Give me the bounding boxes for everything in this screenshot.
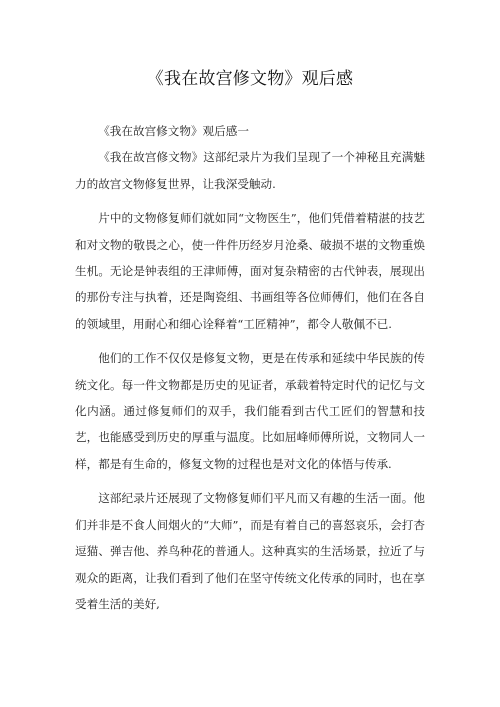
paragraph-2: 片中的文物修复师们就如同“文物医生”，他们凭借着精湛的技艺和对文物的敬畏之心，使一件件历经岁月沧桑、破损不堪的文物重焕生机。无论是钟表组的王津师傅，面对复杂精密的古代钟表，展现出的那份专注与执着，还是陶瓷组、书画组等各位师傅们，他们在各自的领域里，用耐心和细心诠释着“工匠精神”，都令人敬佩不已. bbox=[75, 211, 425, 331]
document-body bbox=[75, 118, 425, 625]
paragraph-3: 他们的工作不仅仅是修复文物，更是在传承和延续中华民族的传统文化。每一件文物都是历史的见证者，承载着特定时代的记忆与文化内涵。通过修复师们的双手，我们能看到古代工匠们的智慧和技艺，也能感受到历史的厚重与温度。比如屈峰师傅所说，文物同人一样，都是有生命的，修复文物的过程也是对文化的体悟与传承. bbox=[75, 351, 425, 471]
paragraph-4: 这部纪录片还展现了文物修复师们平凡而又有趣的生活一面。他们并非是不食人间烟火的“大师”，而是有着自己的喜怒哀乐，会打杏逗猫、弹吉他、养鸟种花的普通人。这种真实的生活场景，拉近了与观众的距离，让我们看到了他们在坚守传统文化传承的同时，也在享受着生活的美好, bbox=[75, 491, 425, 611]
paragraph-1: 《我在故宫修文物》这部纪录片为我们呈现了一个神秘且充满魅力的故宫文物修复世界，让我深受触动. bbox=[75, 150, 425, 191]
document-title: 《我在故宫修文物》观后感 bbox=[146, 69, 354, 89]
document-subtitle: 《我在故宫修文物》观后感一 bbox=[98, 124, 249, 138]
